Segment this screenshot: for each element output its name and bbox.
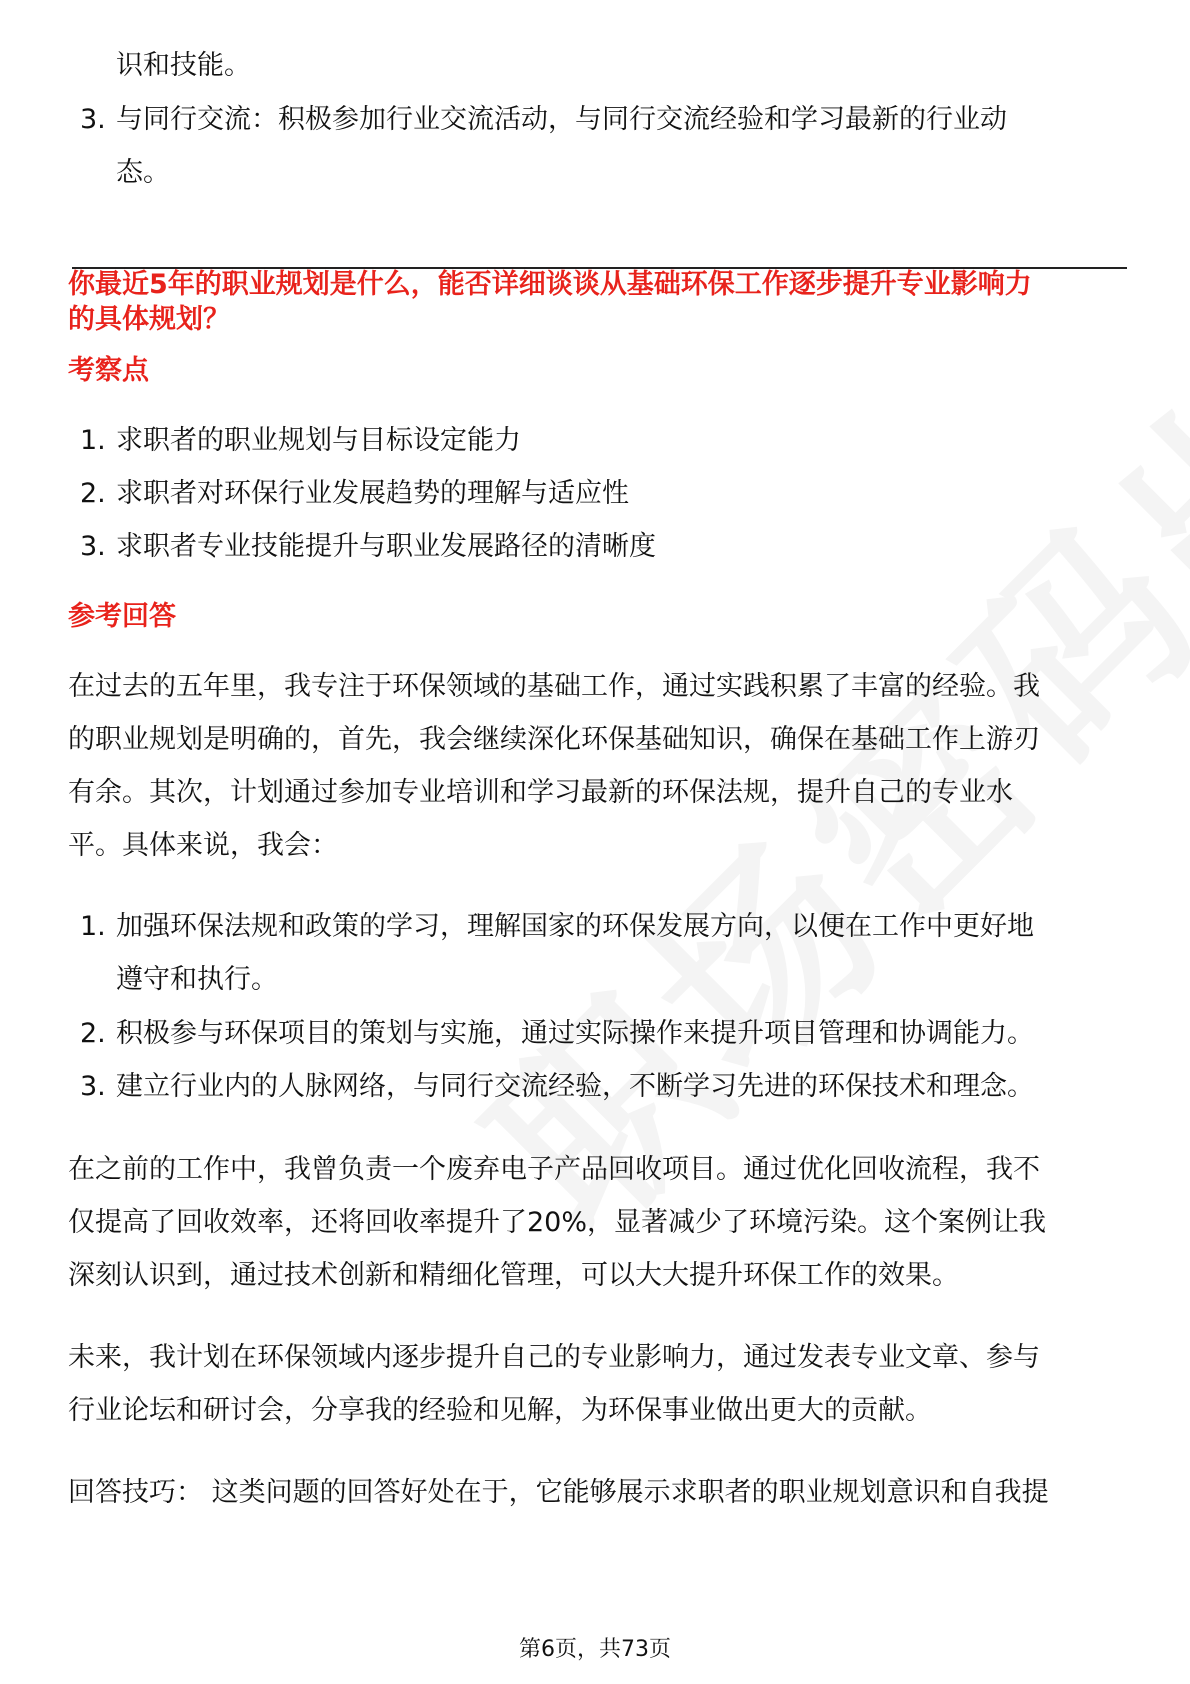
list-item-text: 态。: [116, 157, 170, 188]
list-item-text: 遵守和执行。: [116, 964, 278, 995]
list-item-number: 3.: [80, 531, 106, 562]
paragraph-line: 在之前的工作中，我曾负责一个废弃电子产品回收项目。通过优化回收流程，我不: [68, 1154, 1040, 1185]
list-item-number: 2.: [80, 1018, 106, 1049]
list-item-continuation: 识和技能。: [116, 50, 251, 81]
list-item-number: 2.: [80, 478, 106, 509]
paragraph-line: 的职业规划是明确的，首先，我会继续深化环保基础知识，确保在基础工作上游刃: [68, 724, 1040, 755]
paragraph-line: 在过去的五年里，我专注于环保领域的基础工作，通过实践积累了丰富的经验。我: [68, 671, 1040, 702]
list-item-text: 加强环保法规和政策的学习，理解国家的环保发展方向，以便在工作中更好地: [116, 911, 1034, 942]
paragraph-line: 平。具体来说，我会：: [68, 830, 338, 861]
list-item-text: 与同行交流：积极参加行业交流活动，与同行交流经验和学习最新的行业动: [116, 104, 1007, 135]
exam-points-heading: 考察点: [68, 355, 149, 386]
list-item-text: 建立行业内的人脉网络，与同行交流经验，不断学习先进的环保技术和理念。: [116, 1071, 1034, 1102]
list-item-number: 1.: [80, 425, 106, 456]
list-item-number: 3.: [80, 104, 106, 135]
list-item-text: 求职者对环保行业发展趋势的理解与适应性: [116, 478, 629, 509]
answer-heading: 参考回答: [68, 601, 176, 632]
list-item-text: 求职者的职业规划与目标设定能力: [116, 425, 521, 456]
list-item-number: 1.: [80, 911, 106, 942]
watermark: [417, 138, 1190, 1285]
list-item-text: 求职者专业技能提升与职业发展路径的清晰度: [116, 531, 656, 562]
paragraph-line: 仅提高了回收效率，还将回收率提升了20%，显著减少了环境污染。这个案例让我: [68, 1207, 1047, 1238]
paragraph-line: 行业论坛和研讨会，分享我的经验和见解，为环保事业做出更大的贡献。: [68, 1395, 932, 1426]
question-title: 的具体规划？: [68, 304, 230, 335]
list-item-text: 积极参与环保项目的策划与实施，通过实际操作来提升项目管理和协调能力。: [116, 1018, 1034, 1049]
question-title: 你最近5年的职业规划是什么，能否详细谈谈从基础环保工作逐步提升专业影响力: [68, 269, 1032, 300]
answer-tips-line: 回答技巧： 这类问题的回答好处在于，它能够展示求职者的职业规划意识和自我提: [68, 1477, 1049, 1508]
paragraph-line: 有余。其次，计划通过参加专业培训和学习最新的环保法规，提升自己的专业水: [68, 777, 1013, 808]
page-number: 第6页，共73页: [519, 1637, 671, 1662]
paragraph-line: 未来，我计划在环保领域内逐步提升自己的专业影响力，通过发表专业文章、参与: [68, 1342, 1040, 1373]
list-item-number: 3.: [80, 1071, 106, 1102]
paragraph-line: 深刻认识到，通过技术创新和精细化管理，可以大大提升环保工作的效果。: [68, 1260, 959, 1291]
